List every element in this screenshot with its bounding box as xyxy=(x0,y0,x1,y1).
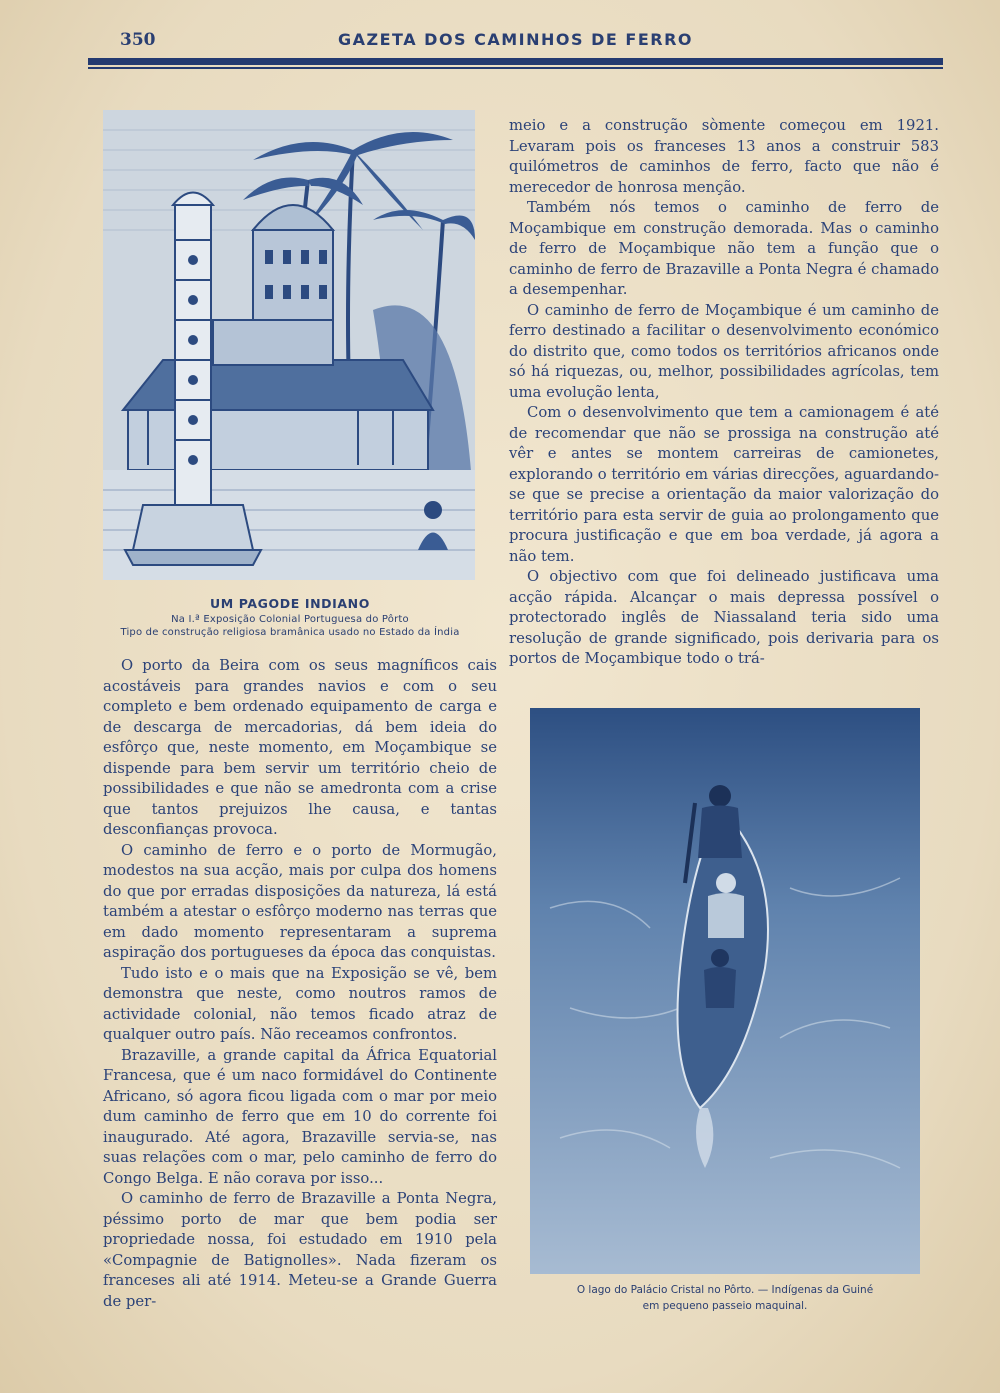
figure2-caption-line1: O lago do Palácio Cristal no Pôrto. — Indígenas da Guiné xyxy=(576,1284,874,1296)
canoe-photograph xyxy=(530,708,920,1274)
header-rule-thick xyxy=(88,58,943,65)
right-paragraph-5: O objectivo com que foi delineado justificava uma acção rápida. Alcançar o mais depressa possível o protectorado inglês de Niassaland teria sido uma resolução de grande significado, pois derivaria para os portos de Moçambique todo o trá- xyxy=(509,568,939,667)
right-paragraph-2: Também nós temos o caminho de ferro de Moçambique em construção demorada. Mas o caminho de ferro de Moçambique não tem a função que o caminho de ferro de Brazaville a Ponta Negra é chamado a desempenhar. xyxy=(509,199,939,298)
left-paragraph-1: O porto da Beira com os seus magníficos cais acostáveis para grandes navios e com o seu completo e bem ordenado equipamento de carga e de descarga de mercadorias, dá bem ideia do esfôrço que, neste momento, em Moçambique se dispende para bem servir um território cheio de possibilidades e que não se amedronta com a crise que tantos prejuizos lhe causa, e tantas desconfianças provoca. xyxy=(103,657,497,838)
figure1-caption-line2: Tipo de construção religiosa bramânica usado no Estado da Índia xyxy=(120,627,460,638)
figure2-caption-line2: em pequeno passeio maquinal. xyxy=(642,1300,808,1312)
page-header xyxy=(88,28,943,52)
left-column-text xyxy=(103,656,497,1312)
page-number: 350 xyxy=(120,30,156,50)
right-paragraph-4: Com o desenvolvimento que tem a camionagem é até de recomendar que não se prossiga na construção até vêr e antes se montem carreiras de camionetes, explorando o território em várias direcções, aguardando-se que se precise a orientação da maior valorização do território para esta servir de guia ao prolongamento que procura justificação e que em boa verdade, já agora a não tem. xyxy=(509,404,939,565)
left-paragraph-5: O caminho de ferro de Brazaville a Ponta Negra, péssimo porto de mar que bem podia ser propriedade nossa, foi estudado em 1910 pela «Compagnie de Batignolles». Nada fizeram os franceses ali até 1914. Meteu-se a Grande Guerra de per- xyxy=(103,1190,497,1310)
left-paragraph-3: Tudo isto e o mais que na Exposição se vê, bem demonstra que neste, como noutros ramos de actividade colonial, não temos ficado atraz de qualquer outro país. Não receamos confrontos. xyxy=(103,964,497,1043)
left-paragraph-2: O caminho de ferro e o porto de Mormugão, modestos na sua acção, mais por culpa dos homens do que por erradas disposições da natureza, lá está também a atestar o esfôrço moderno nas terras que em dado momento representaram a suprema aspiração dos portugueses da época das conquistas. xyxy=(103,841,497,961)
right-paragraph-1: meio e a construção sòmente começou em 1921. Levaram pois os franceses 13 anos a construir 583 quilómetros de caminhos de ferro, facto que não é merecedor de honrosa menção. xyxy=(509,117,939,196)
right-paragraph-3: O caminho de ferro de Moçambique é um caminho de ferro destinado a facilitar o desenvolvimento económico do distrito que, como todos os territórios africanos onde só há riquezas, ou, melhor, possibilidades agrícolas, tem uma evolução lenta, xyxy=(509,301,939,401)
pagoda-drawing xyxy=(103,110,475,580)
figure1-caption-title: UM PAGODE INDIANO xyxy=(210,596,370,611)
right-column-text xyxy=(509,116,939,670)
pagoda-illustration xyxy=(103,110,475,580)
left-paragraph-4: Brazaville, a grande capital da África Equatorial Francesa, que é um naco formidável do Continente Africano, só agora ficou ligada com o mar por meio dum caminho de ferro que em 10 do corrente foi inaugurado. Até agora, Brazaville servia-se, nas suas relações com o mar, pelo caminho de ferro do Congo Belga. E não corava por isso... xyxy=(103,1046,497,1187)
header-rule-thin xyxy=(88,67,943,69)
journal-title: GAZETA DOS CAMINHOS DE FERRO xyxy=(337,30,693,49)
figure1-caption-line1: Na I.ª Exposição Colonial Portuguesa do Pôrto xyxy=(171,614,409,625)
canoe-photo-drawing xyxy=(530,708,920,1274)
